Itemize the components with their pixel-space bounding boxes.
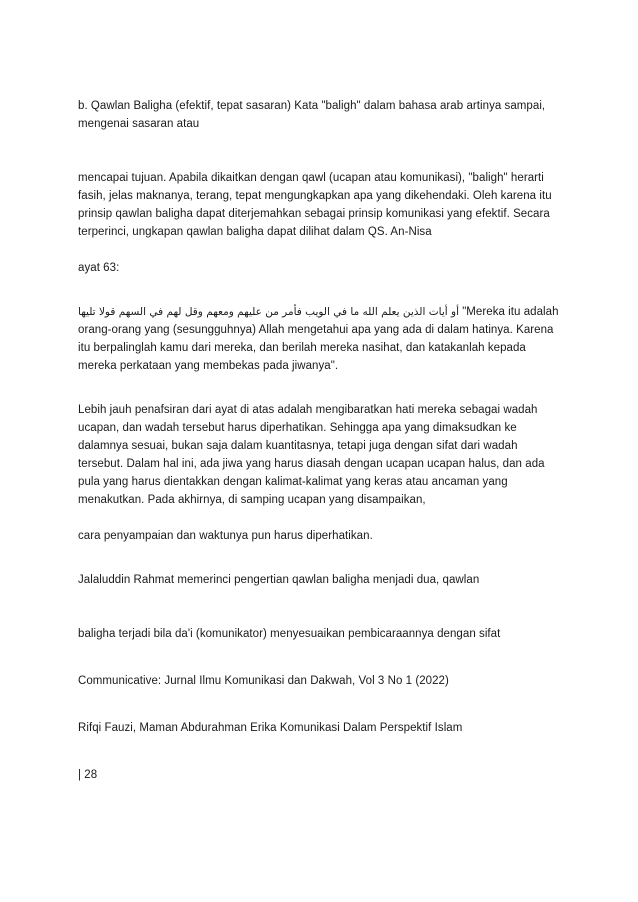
journal-citation: Communicative: Jurnal Ilmu Komunikasi dan Dakwah, Vol 3 No 1 (2022)	[78, 675, 449, 687]
page-number: | 28	[78, 769, 98, 781]
paragraph-jalaluddin-rahmat: Jalaluddin Rahmat memerinci pengertian qawlan baligha menjadi dua, qawlan	[78, 574, 480, 586]
paragraph-verse-translation	[78, 303, 562, 375]
paragraph-ayat-reference: ayat 63:	[78, 262, 120, 274]
arabic-verse: أو أيات الذين يعلم الله ما في الويب فأمر من عليهم ومعهم وقل لهم في السهم قولا تليها	[78, 306, 460, 318]
paragraph-baligh-definition: mencapai tujuan. Apabila dikaitkan dengan qawl (ucapan atau komunikasi), "baligh" herarti fasih, jelas maknanya, terang, tepat mengungkapkan apa yang dikehendaki. Oleh karena itu prinsip qawlan baligha dapat diterjemahkan sebagai prinsip komunikasi yang efektif. Secara terperinci, ungkapan qawlan baligha dapat dilihat dalam QS. An-Nisa	[78, 172, 552, 238]
paragraph-baligha-condition: baligha terjadi bila da'i (komunikator) menyesuaikan pembicaraannya dengan sifat	[78, 628, 501, 640]
paragraph-interpretation: Lebih jauh penafsiran dari ayat di atas adalah mengibaratkan hati mereka sebagai wadah ucapan, dan wadah tersebut harus diperhatikan. Sehingga apa yang dimaksudkan ke dalamnya sesuai, bukan saja dalam kuantitasnya, tetapi juga dengan sifat dari wadah tersebut. Dalam hal ini, ada jiwa yang harus diasah dengan ucapan ucapan halus, dan ada pula yang harus dientakkan dengan kalimat-kalimat yang keras atau ancaman yang menakutkan. Pada akhirnya, di samping ucapan yang disampaikan,	[78, 404, 545, 506]
verse-translation: "Mereka itu adalah orang-orang yang (sesungguhnya) Allah mengetahui apa yang ada di dalam hatinya. Karena itu berpalinglah kamu dari mereka, dan berilah mereka nasihat, dan katakanlah kepada mereka perkataan yang membekas pada jiwanya".	[78, 306, 559, 372]
paragraph-qawlan-baligha-heading: b. Qawlan Baligha (efektif, tepat sasaran) Kata "baligh" dalam bahasa arab artinya sampai, mengenai sasaran atau	[78, 100, 546, 130]
author-citation: Rifqi Fauzi, Maman Abdurahman Erika Komunikasi Dalam Perspektif Islam	[78, 722, 463, 734]
paragraph-delivery-method: cara penyampaian dan waktunya pun harus diperhatikan.	[78, 530, 373, 542]
